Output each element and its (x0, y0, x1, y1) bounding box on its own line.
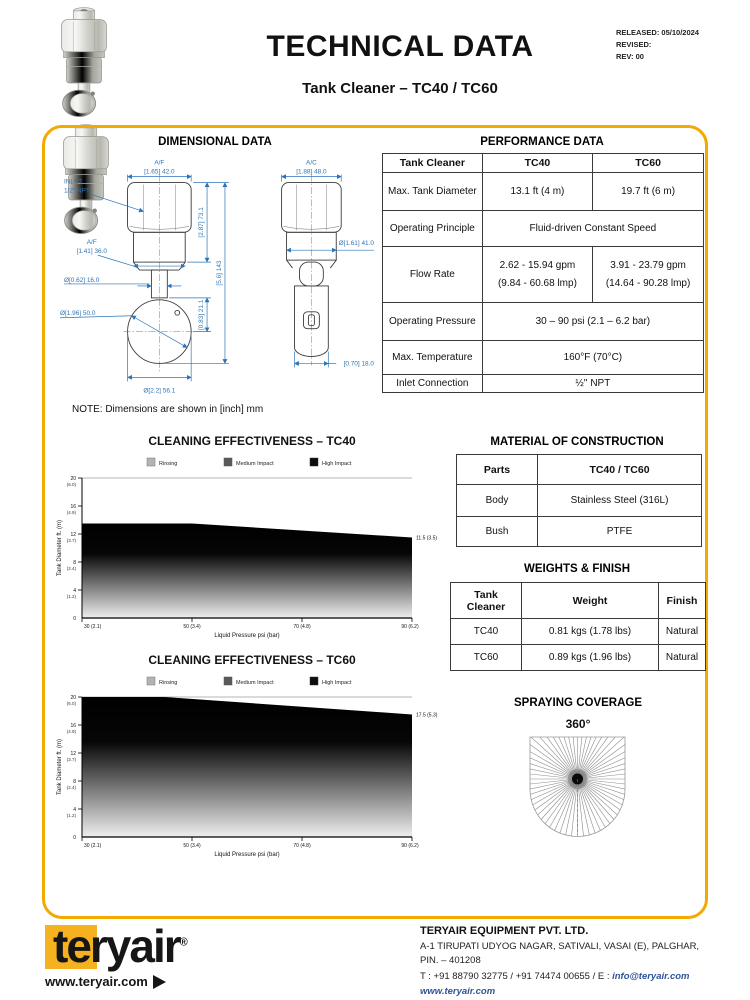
spraying-coverage-title: SPRAYING COVERAGE (513, 697, 643, 709)
dim-body-dia: Ø[1.61] 41.0 (338, 240, 375, 248)
dim-bottom-dia: Ø[2.2] 56.1 (143, 387, 176, 395)
perf-max-tank-tc60: 19.7 ft (6 m) (593, 173, 704, 211)
y-tick: 16 (70, 504, 76, 510)
revised-text: REVISED: (616, 40, 652, 49)
perf-head-tc60: TC60 (593, 154, 704, 173)
dim-height-total: [5.6] 143 (215, 260, 223, 286)
product-photo-left (40, 6, 128, 118)
weights-finish-tc60: Natural (659, 645, 706, 671)
cleaning-chart-tc40 (52, 434, 452, 645)
perf-max-tank-tc40: 13.1 ft (4 m) (482, 173, 592, 211)
material-value-bush: PTFE (538, 517, 702, 547)
chart-tc40-plot (52, 450, 452, 640)
perf-label-inlet: Inlet Connection (383, 375, 483, 393)
y-axis-label: Tank Diameter ft. (m) (57, 738, 63, 796)
y-tick: 4 (73, 588, 76, 594)
rev-text: REV: 00 (616, 52, 644, 61)
dim-ring-dia: Ø[1.96] 50.0 (59, 309, 96, 317)
material-head-parts: Parts (457, 455, 538, 485)
perf-flow-tc60 (593, 247, 704, 303)
y-tick-m: (2.4) (66, 566, 76, 571)
arrow-right-icon (153, 975, 166, 989)
material-part-bush: Bush (457, 517, 538, 547)
material-title: MATERIAL OF CONSTRUCTION (490, 436, 664, 448)
page-subtitle: Tank Cleaner – TC40 / TC60 (302, 80, 498, 97)
table-row (383, 375, 704, 393)
table-row (457, 517, 702, 547)
x-axis-label: Liquid Pressure psi (bar) (214, 852, 280, 858)
logo-text: teryair (53, 920, 180, 972)
perf-flow-tc40-lmp: (9.84 - 60.68 lmp) (497, 277, 577, 289)
logo-website-row (45, 973, 166, 991)
material-part-body: Body (457, 485, 538, 517)
table-row (457, 485, 702, 517)
phone-numbers: T : +91 88790 32775 / +91 74474 00655 / E : (420, 970, 613, 982)
weights-table (450, 582, 706, 671)
perf-label-max-tank: Max. Tank Diameter (383, 173, 483, 211)
inlet-label-line1: INLET (63, 178, 83, 186)
legend-label-rinsing: Rinsing (159, 461, 178, 467)
legend-label-rinsing: Rinsing (159, 680, 178, 686)
y-tick: 12 (70, 532, 76, 538)
end-value-label: 11.5 (3.5) (416, 535, 438, 542)
legend-swatch-medium-impact (224, 458, 232, 466)
x-tick: 90 (6.2) (401, 843, 419, 849)
dim-ac-label: A/C (306, 159, 317, 167)
chart-tc60-plot (52, 669, 452, 859)
chart-area-fill (82, 524, 412, 619)
y-tick: 16 (70, 723, 76, 729)
material-table (456, 454, 702, 547)
y-tick-m: (3.7) (66, 757, 76, 762)
address-line2: PIN. – 401208 (420, 954, 481, 966)
dim-af-mid-label: A/F (86, 239, 97, 247)
table-row (383, 154, 704, 173)
dimensional-drawing (58, 152, 376, 402)
chart-tc40-title: CLEANING EFFECTIVENESS – TC40 (148, 434, 356, 448)
table-row (383, 211, 704, 247)
weights-head-finish: Finish (659, 583, 706, 619)
y-tick-m: (1.2) (66, 813, 76, 818)
material-value-body: Stainless Steel (316L) (538, 485, 702, 517)
cleaning-chart-tc60 (52, 653, 452, 864)
y-tick: 20 (70, 476, 76, 482)
y-tick: 0 (73, 835, 76, 841)
legend-swatch-high-impact (310, 677, 318, 685)
weights-head-model: Tank Cleaner (451, 583, 522, 619)
table-row (457, 455, 702, 485)
registered-mark-icon: ® (179, 936, 186, 949)
perf-principle-value: Fluid-driven Constant Speed (482, 211, 703, 247)
weights-head-weight: Weight (522, 583, 659, 619)
weights-weight-tc40: 0.81 kgs (1.78 lbs) (522, 619, 659, 645)
y-tick: 12 (70, 751, 76, 757)
y-tick-m: (6.0) (66, 482, 76, 487)
table-row (451, 583, 706, 619)
table-row (451, 619, 706, 645)
page-title: TECHNICAL DATA (266, 30, 534, 63)
dim-ac-value: [1.88] 48.0 (296, 168, 327, 176)
logo-wordmark (53, 920, 186, 972)
x-tick: 70 (4.8) (293, 843, 311, 849)
table-row (383, 173, 704, 211)
legend-label-high-impact: High Impact (322, 680, 352, 686)
performance-data-title: PERFORMANCE DATA (480, 136, 604, 148)
weights-finish-tc40: Natural (659, 619, 706, 645)
x-tick: 70 (4.8) (293, 624, 311, 630)
company-name: TERYAIR EQUIPMENT PVT. LTD. (420, 925, 589, 937)
side-view-drawing (282, 175, 342, 366)
dim-bottom-width: [0.70] 18.0 (343, 360, 375, 368)
dim-height-upper: [2.87] 73.1 (198, 207, 206, 238)
y-tick: 20 (70, 695, 76, 701)
perf-pressure-value: 30 – 90 psi (2.1 – 6.2 bar) (482, 303, 703, 341)
perf-flow-tc60-gpm: 3.91 - 23.79 gpm (610, 259, 686, 271)
y-tick: 8 (73, 779, 76, 785)
perf-label-flow: Flow Rate (383, 247, 483, 303)
footer-logo (45, 921, 345, 993)
x-tick: 30 (2.1) (84, 843, 102, 849)
front-view-dimensions (60, 160, 229, 395)
x-tick: 50 (3.4) (183, 624, 201, 630)
weights-model-tc40: TC40 (451, 619, 522, 645)
chart-tc60-title: CLEANING EFFECTIVENESS – TC60 (148, 653, 356, 667)
chart-area-fill (82, 697, 412, 837)
y-axis-label: Tank Diameter ft. (m) (57, 519, 63, 577)
legend-label-high-impact: High Impact (322, 461, 352, 467)
logo-website-text: www.teryair.com (45, 974, 148, 989)
perf-temp-value: 160°F (70°C) (482, 341, 703, 375)
released-text: RELEASED: 05/10/2024 (616, 28, 699, 37)
y-tick: 8 (73, 560, 76, 566)
perf-head-tc40: TC40 (482, 154, 592, 173)
perf-flow-tc40-gpm: 2.62 - 15.94 gpm (499, 259, 576, 271)
product-photos (40, 6, 220, 118)
perf-flow-tc60-lmp: (14.64 - 90.28 lmp) (605, 277, 691, 289)
legend-swatch-rinsing (147, 677, 155, 685)
spraying-angle-label: 360° (565, 717, 591, 731)
address-line1: A-1 TIRUPATI UDYOG NAGAR, SATIVALI, VASAI (E), PALGHAR, (420, 941, 700, 952)
y-tick-m: (1.2) (66, 594, 76, 599)
x-axis-label: Liquid Pressure psi (bar) (214, 633, 280, 639)
y-tick: 4 (73, 807, 76, 813)
table-row (451, 645, 706, 671)
legend-label-medium-impact: Medium Impact (236, 461, 274, 467)
dim-af-top-value: [1.65] 42.0 (144, 168, 175, 176)
footer-address-block (420, 925, 725, 999)
y-tick: 0 (73, 616, 76, 622)
perf-label-pressure: Operating Pressure (383, 303, 483, 341)
perf-label-principle: Operating Principle (383, 211, 483, 247)
x-tick: 30 (2.1) (84, 624, 102, 630)
dim-stem-dia: Ø[0.62] 16.0 (63, 276, 100, 284)
y-tick-m: (4.9) (66, 729, 76, 734)
spraying-coverage-block (470, 697, 686, 844)
spraying-pattern-figure (520, 733, 636, 839)
revision-block (616, 27, 746, 63)
dim-af-mid-value: [1.41] 36.0 (76, 248, 108, 256)
y-tick-m: (3.7) (66, 538, 76, 543)
performance-table (382, 153, 704, 393)
x-tick: 90 (6.2) (401, 624, 419, 630)
legend-swatch-rinsing (147, 458, 155, 466)
dimensional-data-title: DIMENSIONAL DATA (158, 136, 272, 148)
inlet-label-line2: 1/2" NPT (63, 187, 90, 195)
legend-swatch-medium-impact (224, 677, 232, 685)
perf-head-model: Tank Cleaner (383, 154, 483, 173)
legend-swatch-high-impact (310, 458, 318, 466)
perf-label-temp: Max. Temperature (383, 341, 483, 375)
weights-model-tc60: TC60 (451, 645, 522, 671)
front-view-drawing (124, 175, 196, 374)
y-tick-m: (6.0) (66, 701, 76, 706)
contact-line (420, 970, 725, 984)
weights-weight-tc60: 0.89 kgs (1.96 lbs) (522, 645, 659, 671)
dim-ring-height: [0.83] 21.1 (198, 299, 206, 330)
x-tick: 50 (3.4) (183, 843, 201, 849)
legend-label-medium-impact: Medium Impact (236, 680, 274, 686)
y-tick-m: (4.9) (66, 510, 76, 515)
dim-af-top-label: A/F (154, 159, 165, 167)
end-value-label: 17.5 (5.3) (416, 712, 438, 719)
y-tick-m: (2.4) (66, 785, 76, 790)
email-link[interactable]: info@teryair.com (612, 970, 690, 982)
website-link[interactable]: www.teryair.com (420, 986, 496, 998)
material-head-models: TC40 / TC60 (538, 455, 702, 485)
perf-inlet-value: ½'' NPT (482, 375, 703, 393)
dimension-note: NOTE: Dimensions are shown in [inch] mm (72, 404, 264, 415)
table-row (383, 341, 704, 375)
weights-title: WEIGHTS & FINISH (523, 563, 631, 575)
perf-flow-tc40 (482, 247, 592, 303)
table-row (383, 247, 704, 303)
table-row (383, 303, 704, 341)
